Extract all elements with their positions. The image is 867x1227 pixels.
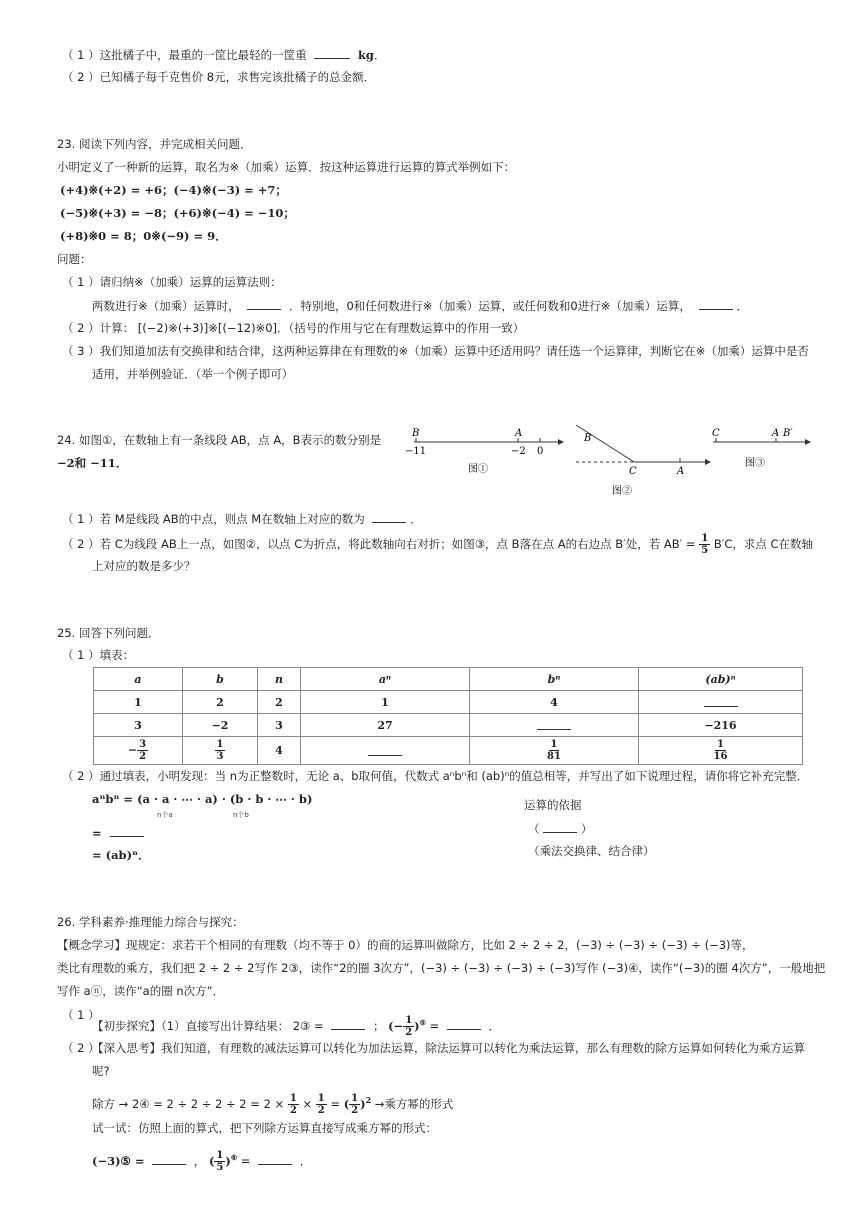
q25-proof-line3: = (ab)ⁿ． [92,848,150,862]
tick-minus-2: −2 [511,446,526,457]
answer-blank[interactable] [331,1017,365,1030]
q23-part3: （ 3 ）我们知道加法有交换律和结合律，这两种运算律在有理数的※（加乘）运算中还适用吗？请任选一个运算律，判断它在※（加乘）运算中是否 [62,344,809,358]
q23-part3-cont: 适用，并举例验证．（举一个例子即可） [92,367,294,381]
q23-part2: （ 2 ）计算： [(−2)※(+3)]※[(−12)※0]．（括号的作用与它在有理数运算中的作用一致） [62,321,525,335]
q25-part2: （ 2 ）通过填表，小明发现：当 n为正整数时，无论 a、b取何值，代数式 aⁿbⁿ和 (ab)ⁿ的值总相等，并写出了如下说理过程，请你将它补充完整． [62,769,809,783]
subscript-n-a: n个a [157,811,173,819]
q25-proof-line1: aⁿbⁿ = (a · a · ⋯ · a) · (b · b · ⋯ · b) [92,792,313,806]
q24-part2-cont: 上对应的数是多少？ [92,559,196,573]
q26-part2: 【深入思考】我们知道，有理数的减法运算可以转化为加法运算，除法运算可以转化为乘法运算，那么有理数的除方运算如何转化为乘方运算 [92,1041,805,1055]
q22-part1: （ 1 ）这批橘子中，最重的一筐比最轻的一筐重 kg． [62,48,386,62]
figure-3 [712,428,811,469]
caption-figure-1: 图① [468,464,488,475]
q24-title: 24. 如图①，在数轴上有一条线段 AB，点 A，B表示的数分别是 [57,433,382,447]
q22-part2: （ 2 ）已知橘子每千克售价 8元，求售完该批橘子的总金额． [62,70,376,84]
q25-part1: （ 1 ）填表： [62,648,135,662]
answer-blank[interactable] [247,297,281,310]
table-row: 3 −2 3 27 −216 [94,714,803,737]
q23-part1-rule: 两数进行※（加乘）运算时， ．特别地，0和任何数进行※（加乘）运算，或任何数和0进行※（加乘）运算， ． [92,299,749,313]
q23-example3: (+8)※0 = 8；0※(−9) = 9． [60,229,227,243]
label-A: A [677,466,685,477]
label-B: B [412,428,420,439]
answer-blank[interactable] [314,46,350,59]
figure-1 [405,428,564,475]
table-header-row: a b n aⁿ bⁿ (ab)ⁿ [94,668,803,691]
tick-0: 0 [537,446,544,457]
number-line-figures [400,420,820,500]
tick-minus-11: −11 [405,446,427,457]
subscript-n-b: n个b [233,811,249,819]
q23-example2: (−5)※(+3) = −8；(+6)※(−4) = −10； [60,206,295,220]
fraction: $\frac{1}{5}$ [701,533,709,556]
answer-blank[interactable] [258,1152,292,1165]
basis-1: （ ） [528,822,593,836]
answer-blank[interactable] [368,743,402,756]
basis-2: （乘法交换律、结合律） [528,844,655,858]
answer-blank[interactable] [110,824,144,837]
label-B-prime: B′ [783,428,793,439]
answer-blank[interactable] [152,1152,186,1165]
answer-blank[interactable] [447,1017,481,1030]
q23-title: 23. 阅读下列内容，并完成相关问题． [57,137,252,151]
q24-part1: （ 1 ）若 M是线段 AB的中点，则点 M在数轴上对应的数为 ． [62,512,422,526]
q23-example1: (+4)※(+2) = +6；(−4)※(−3) = +7； [60,183,287,197]
table-row: 1 2 2 1 4 [94,691,803,714]
label-B: B [584,433,592,444]
q26-concept-line1: 【概念学习】现规定：求若干个相同的有理数（均不等于 0）的商的运算叫做除方，比如 2 ÷ 2 ÷ 2，(−3) ÷ (−3) ÷ (−3) ÷ (−3)等， [57,938,754,952]
answer-blank[interactable] [704,694,738,707]
q24-part2: （ 2 ）若 C为线段 AB上一点，如图②，以点 C为折点，将此数轴向右对折；如图③，点 B落在点 A的右边点 B′处，若 AB′ = $\frac{1}{5}$ B′C，求点 C在数轴 [62,533,814,556]
q26-part1: 【初步探究】（1）直接写出计算结果： 2③ = ； (− $\frac{1}{2}$ )⑤ = ． [92,1015,500,1039]
q26-division-example: 除方 → 2④ = 2 ÷ 2 ÷ 2 ÷ 2 = 2 × $\frac{1}{2}$ × $\frac{1}{2}$ = ( $\frac{1}{2}$ )$^2$ →乘方幂的形式 [92,1092,454,1117]
label-A: A [772,428,780,439]
q26-concept-line2: 类比有理数的乘方，我们把 2 ÷ 2 ÷ 2写作 2③，读作“2的圈 3次方”，(−3) ÷ (−3) ÷ (−3) ÷ (−3)写作 (−3)④，读作“(−3)的圈 4次方”，一般地把 [57,961,826,975]
q25-proof-line2: = [92,824,144,841]
caption-figure-2: 图② [612,486,632,497]
caption-figure-3: 图③ [745,458,765,469]
q26-try-problems: (−3)⑤ = ， ( $\frac{1}{5}$ )⑥ = ． [92,1150,312,1174]
answer-blank[interactable] [372,510,406,523]
figure-2 [576,425,711,497]
label-A: A [515,428,523,439]
label-C: C [629,466,637,477]
label-C: C [712,428,720,439]
q24-title-cont: −2和 −11． [57,456,128,470]
q23-intro: 小明定义了一种新的运算，取名为※（加乘）运算．按这种运算进行运算的算式举例如下： [57,160,516,174]
q23-part1: （ 1 ）请归纳※（加乘）运算的运算法则： [62,275,282,289]
answer-blank[interactable] [543,820,577,833]
q26-try: 试一试：仿照上面的算式，把下列除方运算直接写成乘方幂的形式： [92,1121,437,1135]
q26-part1-no: （ 1 ） [62,1008,100,1022]
q26-concept-line3: 写作 aⓝ，读作“a的圈 n次方”． [57,984,225,998]
basis-title: 运算的依据 [524,798,582,812]
answer-blank[interactable] [537,717,571,730]
q23-question-label: 问题： [57,252,92,266]
q26-title: 26. 学科素养·推理能力综合与探究： [57,915,244,929]
answer-blank[interactable] [699,297,733,310]
q26-part2-no: （ 2 ） [62,1041,100,1055]
q25-title: 25. 回答下列问题． [57,626,160,640]
fill-table [93,667,803,765]
q26-part2-cont: 呢? [92,1064,110,1078]
table-row: − $\frac{3}{2}$ $\frac{1}{3}$ 4 $\frac{1}{81}$ $\frac{1}{16}$ [94,737,803,765]
